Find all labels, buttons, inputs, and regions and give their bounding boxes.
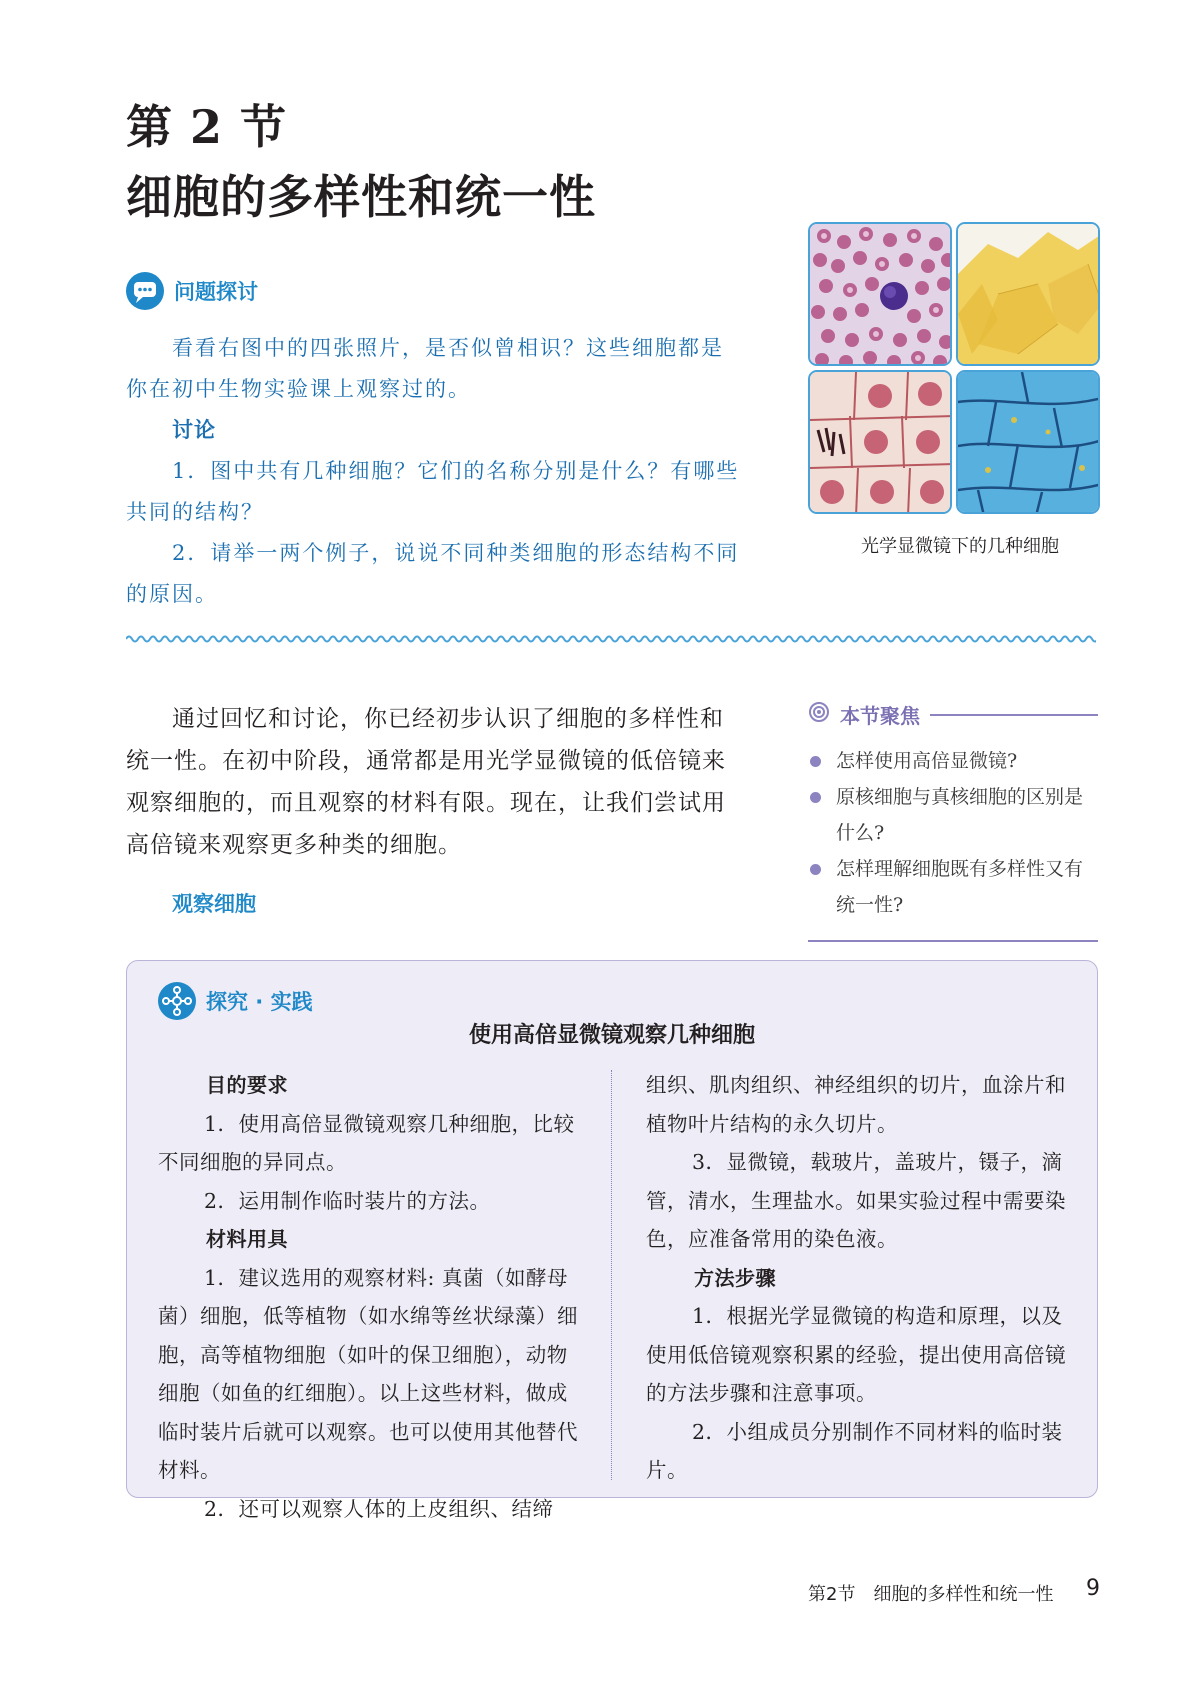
- cell-micrograph-figure: [808, 222, 1100, 518]
- figure-caption: 光学显微镜下的几种细胞: [861, 536, 1059, 557]
- discussion-question-1: 1．图中共有几种细胞？它们的名称分别是什么？有哪些共同的结构？: [126, 459, 740, 524]
- discussion-tag-label: 问题探讨: [174, 280, 258, 304]
- micrograph-blood-cells: [808, 222, 952, 366]
- micrograph-yellow-cells: [956, 222, 1100, 366]
- micrograph-blue-cells: [956, 370, 1100, 514]
- section-number: 第 2 节: [126, 100, 288, 154]
- focus-tag-label: 本节聚焦: [840, 704, 920, 728]
- section-title: [126, 92, 596, 232]
- wavy-divider: [126, 632, 1096, 646]
- micrograph-root-tip-cells: [808, 370, 952, 514]
- discussion-text: [126, 328, 746, 615]
- steps-item-1: 1．根据光学显微镜的构造和原理，以及使用低倍镜观察积累的经验，提出使用高倍镜的方法步骤和注意事项。: [646, 1304, 1066, 1405]
- materials-heading: 材料用具: [206, 1227, 288, 1251]
- focus-bottom-rule: [808, 940, 1098, 942]
- column-divider: [611, 1070, 612, 1480]
- steps-heading: 方法步骤: [694, 1265, 776, 1290]
- network-nodes-icon: [158, 982, 196, 1020]
- activity-right-column: [646, 1066, 1076, 1490]
- inquiry-tag: [158, 982, 313, 1020]
- focus-header: [808, 700, 1098, 729]
- materials-item-2-continued: 组织、肌肉组织、神经组织的切片，血涂片和植物叶片结构的永久切片。: [646, 1073, 1066, 1136]
- section-focus: [808, 700, 1098, 923]
- purpose-item-2: 2．运用制作临时装片的方法。: [204, 1188, 491, 1213]
- materials-item-3: 3．显微镜，载玻片，盖玻片，镊子，滴管，清水，生理盐水。如果实验过程中需要染色，应准备常用的染色液。: [646, 1150, 1066, 1251]
- inquiry-tag-label: 探究 · 实践: [206, 990, 313, 1014]
- activity-left-column: [158, 1066, 588, 1528]
- discussion-intro: 看看右图中的四张照片，是否似曾相识？这些细胞都是你在初中生物实验课上观察过的。: [126, 336, 724, 401]
- target-icon: [808, 701, 830, 728]
- chat-bubble-icon: [126, 272, 164, 310]
- discussion-tag: [126, 272, 258, 310]
- section-name: 细胞的多样性和统一性: [126, 170, 596, 224]
- observe-cells-heading: 观察细胞: [172, 892, 256, 916]
- main-paragraph-block: [126, 698, 746, 866]
- running-head: 第2节 细胞的多样性和统一性: [808, 1584, 1054, 1605]
- discussion-subhead: 讨论: [172, 418, 216, 442]
- main-paragraph: 通过回忆和讨论，你已经初步认识了细胞的多样性和统一性。在初中阶段，通常都是用光学显微镜的低倍镜来观察细胞的，而且观察的材料有限。现在，让我们尝试用高倍镜来观察更多种类的细胞。: [126, 706, 726, 858]
- focus-rule: [930, 714, 1098, 716]
- focus-list: [808, 743, 1098, 923]
- steps-item-2: 2．小组成员分别制作不同材料的临时装片。: [646, 1419, 1063, 1482]
- materials-item-1: 1．建议选用的观察材料: 真菌（如酵母菌）细胞，低等植物（如水绵等丝状绿藻）细胞，高等植物细胞（如叶的保卫细胞），动物细胞（如鱼的红细胞）。以上这些材料，做成临时装片后就可以观察。也可以使用其他替代材料。: [158, 1265, 578, 1482]
- page-number: 9: [1086, 1576, 1100, 1601]
- focus-item: 原核细胞与真核细胞的区别是什么?: [808, 779, 1098, 851]
- purpose-item-1: 1．使用高倍显微镜观察几种细胞，比较不同细胞的异同点。: [158, 1111, 575, 1174]
- activity-title: 使用高倍显微镜观察几种细胞: [468, 1023, 755, 1048]
- purpose-heading: 目的要求: [206, 1073, 288, 1097]
- focus-item: 怎样使用高倍显微镜?: [808, 743, 1098, 779]
- materials-item-2: 2．还可以观察人体的上皮组织、结缔: [204, 1496, 554, 1521]
- focus-item: 怎样理解细胞既有多样性又有统一性?: [808, 851, 1098, 923]
- discussion-question-2: 2．请举一两个例子，说说不同种类细胞的形态结构不同的原因。: [126, 541, 740, 606]
